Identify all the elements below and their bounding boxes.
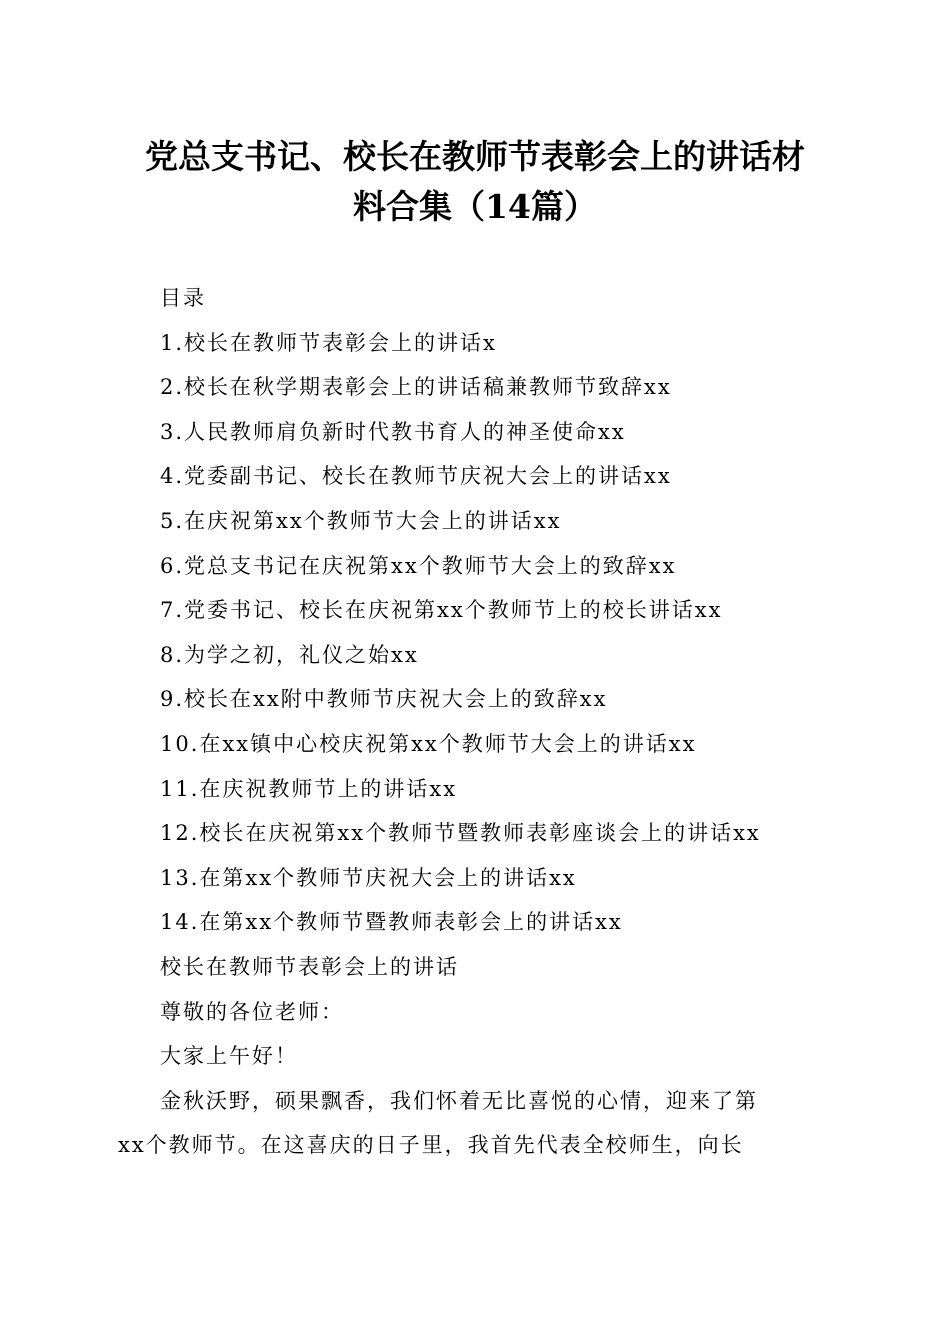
speech-title: 校长在教师节表彰会上的讲话 xyxy=(160,954,459,979)
title-line-1: 党总支书记、校长在教师节表彰会上的讲话材 xyxy=(145,137,805,176)
toc-item: 6.党总支书记在庆祝第xx个教师节大会上的致辞xx xyxy=(160,553,677,578)
toc-item: 13.在第xx个教师节庆祝大会上的讲话xx xyxy=(160,865,577,890)
toc-item: 12.校长在庆祝第xx个教师节暨教师表彰座谈会上的讲话xx xyxy=(160,821,761,846)
toc-item: 4.党委副书记、校长在教师节庆祝大会上的讲话xx xyxy=(160,464,672,489)
toc-item: 10.在xx镇中心校庆祝第xx个教师节大会上的讲话xx xyxy=(160,731,697,756)
toc-item: 11.在庆祝教师节上的讲话xx xyxy=(160,776,458,801)
toc-item: 8.为学之初，礼仪之始xx xyxy=(160,642,419,667)
document-title xyxy=(100,132,850,232)
paragraph-line: xx个教师节。在这喜庆的日子里，我首先代表全校师生，向长 xyxy=(118,1133,744,1158)
greeting: 大家上午好！ xyxy=(160,1044,298,1069)
toc-item: 14.在第xx个教师节暨教师表彰会上的讲话xx xyxy=(160,910,623,935)
title-line-2: 料合集（14篇） xyxy=(353,187,597,226)
toc-item: 2.校长在秋学期表彰会上的讲话稿兼教师节致辞xx xyxy=(160,375,672,400)
toc-item: 5.在庆祝第xx个教师节大会上的讲话xx xyxy=(160,508,562,533)
toc-item: 9.校长在xx附中教师节庆祝大会上的致辞xx xyxy=(160,687,608,712)
paragraph-line: 金秋沃野，硕果飘香，我们怀着无比喜悦的心情，迎来了第 xyxy=(160,1088,758,1113)
toc-item: 1.校长在教师节表彰会上的讲话x xyxy=(160,330,497,355)
salutation: 尊敬的各位老师： xyxy=(160,999,344,1024)
toc-item: 3.人民教师肩负新时代教书育人的神圣使命xx xyxy=(160,419,626,444)
toc-list xyxy=(118,321,830,945)
toc-item: 7.党委书记、校长在庆祝第xx个教师节上的校长讲话xx xyxy=(160,598,723,623)
document-body xyxy=(118,276,830,1168)
toc-heading: 目录 xyxy=(160,286,206,310)
